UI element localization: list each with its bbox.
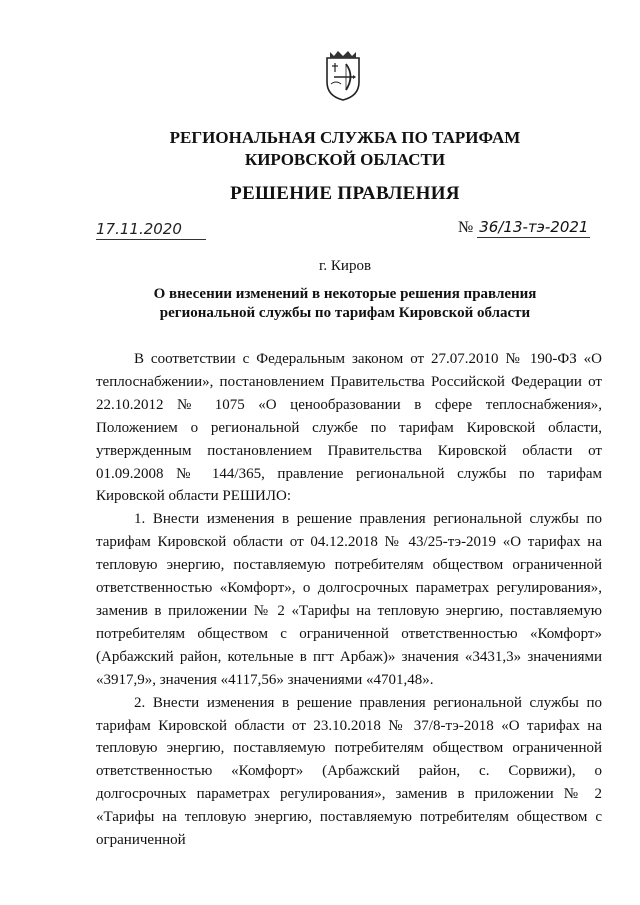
decision-title: РЕШЕНИЕ ПРАВЛЕНИЯ — [230, 183, 460, 204]
decision-date: 17.11.2020 — [96, 220, 206, 240]
subject-line2: региональной службы по тарифам Кировской области — [159, 305, 531, 321]
document-body — [96, 348, 602, 852]
decision-number-block — [458, 218, 590, 237]
number-sign: № — [458, 219, 474, 236]
organization-name-line1: РЕГИОНАЛЬНАЯ СЛУЖБА ПО ТАРИФАМ — [169, 128, 521, 147]
intro-paragraph: В соответствии с Федеральным законом от 27.07.2010 № 190-ФЗ «О теплоснабжении», постановлением Правительства Российской Федерации от 22.10.2012 № 1075 «О ценообразовании в сфере теплоснабжения», Положением о региональной службе по тарифам Кировской области, утвержденным постановлением Правительства Кировской области от 01.09.2008 № 144/365, правление региональной службы по тарифам Кировской области РЕШИЛО: — [96, 351, 602, 505]
coat-of-arms-icon — [324, 50, 362, 102]
item-1-paragraph: 1. Внести изменения в решение правления региональной службы по тарифам Кировской области от 04.12.2018 № 43/25-тэ-2019 «О тарифах на тепловую энергию, поставляемую потребителям обществом ограниченной ответственностью «Комфорт», о долгосрочных параметрах регулирования», заменив в приложении № 2 «Тарифы на тепловую энергию, поставляемую потребителям обществом с ограниченной ответственностью «Комфорт» (Арбажский район, котельные в пгт Арбаж)» значения «3431,3» значениями «3917,9», значения «4117,56» значениями «4701,48». — [96, 511, 602, 688]
subject-line1: О внесении изменений в некоторые решения правления — [153, 286, 537, 302]
city: г. Киров — [318, 258, 372, 274]
organization-name-line2: КИРОВСКОЙ ОБЛАСТИ — [244, 150, 446, 169]
decision-number: 36/13-тэ-2021 — [479, 218, 589, 236]
item-2-paragraph: 2. Внести изменения в решение правления региональной службы по тарифам Кировской области от 23.10.2018 № 37/8-тэ-2018 «О тарифах на тепловую энергию, поставляемую потребителям обществом ограниченной ответственностью «Комфорт» (Арбажский район, с. Сорвижи), о долгосрочных параметрах регулирования», заменив в приложении № 2 «Тарифы на тепловую энергию, поставляемую потребителям обществом с ограниченной — [96, 694, 602, 849]
